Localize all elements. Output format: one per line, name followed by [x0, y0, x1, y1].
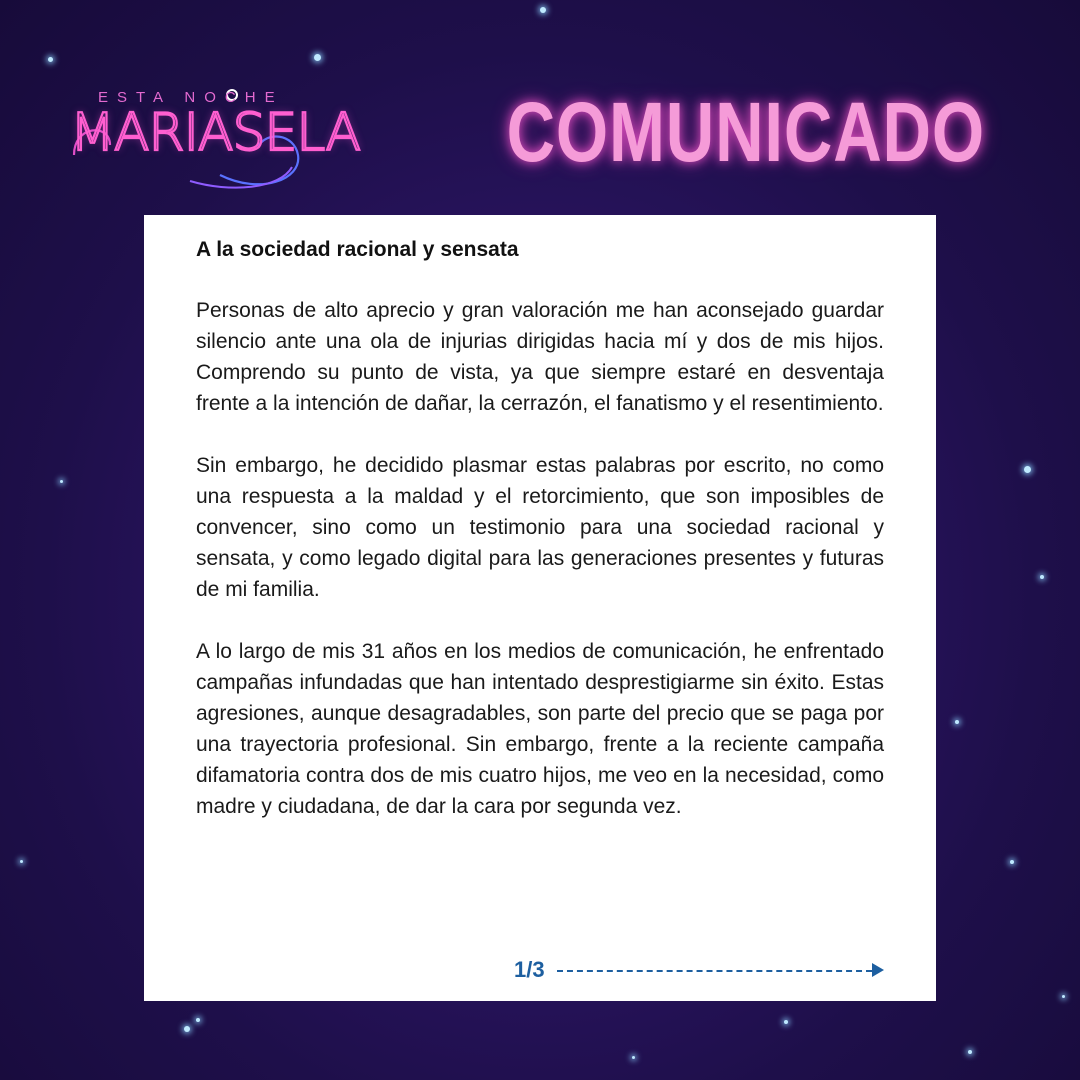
background-star — [1062, 995, 1065, 998]
background-star — [60, 480, 63, 483]
statement-heading: A la sociedad racional y sensata — [196, 238, 519, 261]
dotted-line — [557, 970, 872, 972]
statement-card — [144, 215, 936, 1001]
background-star — [784, 1020, 788, 1024]
background-star — [20, 860, 23, 863]
background-star — [955, 720, 959, 724]
statement-paragraph: Personas de alto aprecio y gran valoración me han aconsejado guardar silencio ante una ola de injurias dirigidas hacia mí y dos de mis hijos. Comprendo su punto de vista, ya que siempre estaré en desventaja frente a la intención de dañar, la cerrazón, el fanatismo y el resentimiento. — [196, 299, 884, 415]
background-star — [968, 1050, 972, 1054]
logo-top-text: ESTA NOCHE — [98, 89, 284, 106]
background-star — [540, 7, 546, 13]
statement-paragraph: A lo largo de mis 31 años en los medios de comunicación, he enfrentado campañas infundadas que han intentado desprestigiarme sin éxito. Estas agresiones, aunque desagradables, son parte del precio que se paga por una trayectoria profesional. Sin embargo, frente a la reciente campaña difamatoria contra dos de mis cuatro hijos, me veo en la necesidad, como madre y ciudadana, de dar la cara por segunda vez. — [196, 640, 884, 818]
statement-paragraph: Sin embargo, he decidido plasmar estas palabras por escrito, no como una respuesta a la maldad y el retorcimiento, que son imposibles de convencer, sino como un testimonio para una sociedad racional y sensata, y como legado digital para las generaciones presentes y futuras de mi familia. — [196, 454, 884, 601]
show-logo — [70, 85, 361, 195]
logo-main-text: MARIASELA — [70, 103, 361, 163]
background-star — [48, 57, 53, 62]
background-star — [1024, 466, 1031, 473]
background-star — [196, 1018, 200, 1022]
background-star — [314, 54, 321, 61]
background-star — [184, 1026, 190, 1032]
background-star — [1010, 860, 1014, 864]
arrow-right-icon[interactable] — [872, 963, 884, 977]
page-title: COMUNICADO — [506, 85, 985, 179]
page-number: 1/3 — [514, 957, 545, 982]
page-indicator[interactable] — [514, 955, 884, 985]
background-star — [632, 1056, 635, 1059]
background-star — [1040, 575, 1044, 579]
